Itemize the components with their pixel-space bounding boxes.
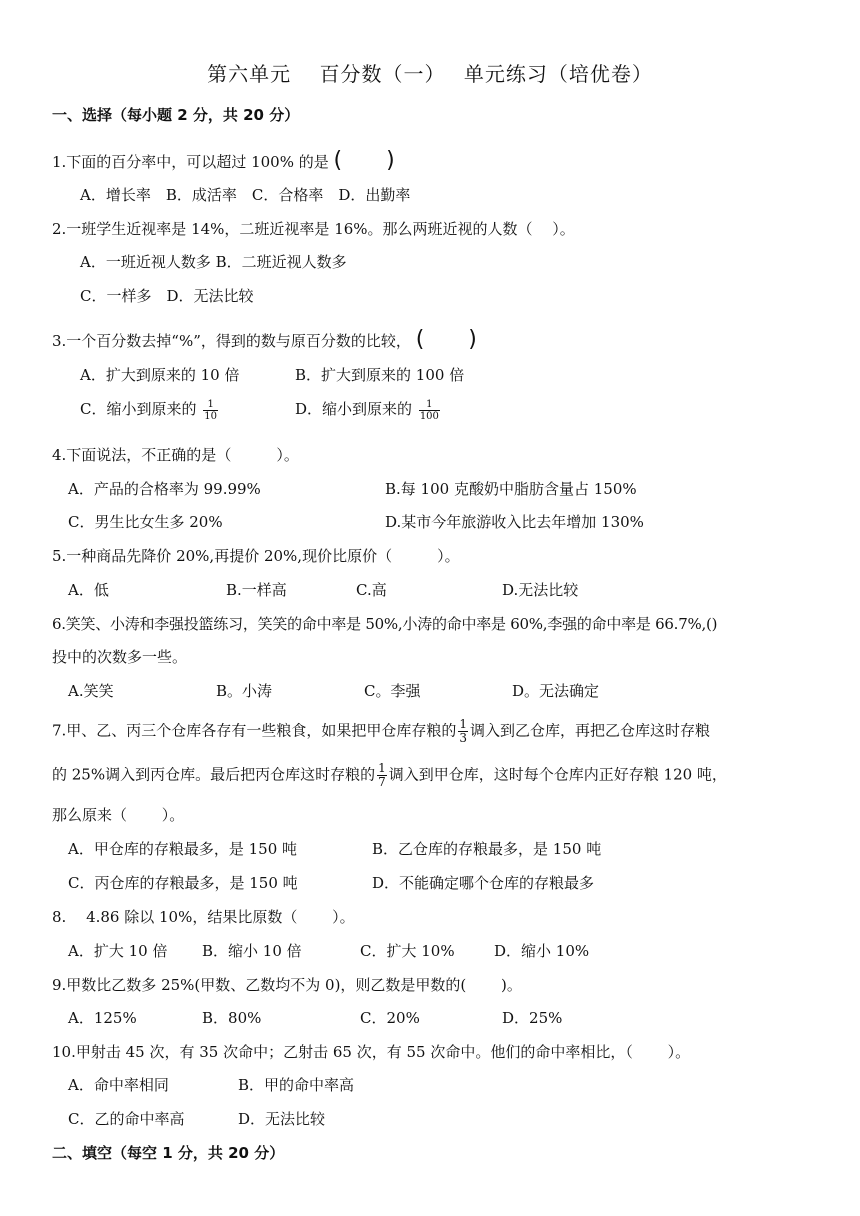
page-title: 第六单元 百分数（一） 单元练习（培优卷） <box>207 62 653 86</box>
question-3-option-c <box>80 398 220 422</box>
question-10-option-b: B．甲的命中率高 <box>238 1076 355 1094</box>
question-8-option-d: D．缩小 10% <box>494 942 590 960</box>
question-7-stem-line-1: 7.甲、乙、丙三个仓库各存有一些粮食，如果把甲仓库存粮的 $\frac{1}{3}$ 调入到乙仓库，再把乙仓库这时存粮 <box>52 717 710 745</box>
question-3-option-d-text: D．缩小到原来的 <box>295 400 413 418</box>
question-6-option-b: B。小涛 <box>216 682 273 700</box>
question-8-option-c: C．扩大 10% <box>360 942 455 960</box>
question-3-option-c-text: C．缩小到原来的 <box>80 400 197 418</box>
question-6-option-a: A.笑笑 <box>68 682 114 700</box>
fraction-one-tenth: $\frac{1}{10}$ <box>204 398 217 422</box>
question-4-stem: 4.下面说法，不正确的是（ ）。 <box>52 446 299 464</box>
question-7-option-b: B．乙仓库的存粮最多，是 150 吨 <box>372 840 602 858</box>
question-2-option-ab: A．一班近视人数多 B．二班近视人数多 <box>80 253 347 271</box>
question-8-stem: 8. 4.86 除以 10%，结果比原数（ ）。 <box>52 908 355 926</box>
question-5-option-d: D.无法比较 <box>502 581 579 599</box>
question-8-option-a: A．扩大 10 倍 <box>68 942 168 960</box>
question-9-option-b: B．80% <box>202 1009 262 1027</box>
question-10-stem: 10.甲射击 45 次，有 35 次命中；乙射击 65 次，有 55 次命中。他们的命中率相比，（ ）。 <box>52 1043 691 1061</box>
question-4-option-a: A．产品的合格率为 99.99% <box>68 480 261 498</box>
question-5-option-c: C.高 <box>356 581 387 599</box>
question-3-option-a: A．扩大到原来的 10 倍 <box>80 366 240 384</box>
question-6-stem-line-1: 6.笑笑、小涛和李强投篮练习，笑笑的命中率是 50%,小涛的命中率是 60%,李强的命中率是 66.7%,() <box>52 615 718 633</box>
question-6-option-c: C。李强 <box>364 682 421 700</box>
question-9-option-a: A．125% <box>68 1009 137 1027</box>
question-6-stem-line-2: 投中的次数多一些。 <box>52 648 188 666</box>
question-3 <box>52 322 477 353</box>
fraction-one-third: $\frac{1}{3}$ <box>459 717 467 745</box>
question-10-option-a: A．命中率相同 <box>68 1076 169 1094</box>
question-7-option-c: C．丙仓库的存粮最多，是 150 吨 <box>68 874 298 892</box>
question-7-stem-line-2: 的 25%调入到丙仓库。最后把丙仓库这时存粮的 $\frac{1}{7}$ 调入到甲仓库，这时每个仓库内正好存粮 120 吨， <box>52 761 727 789</box>
question-9-option-c: C．20% <box>360 1009 420 1027</box>
fraction-one-hundredth: $\frac{1}{100}$ <box>419 398 439 422</box>
question-1-options: A．增长率 B．成活率 C．合格率 D．出勤率 <box>80 186 411 204</box>
question-7-stem-line-3: 那么原来（ ）。 <box>52 806 185 824</box>
question-1-answer-paren: ( ) <box>333 148 395 173</box>
question-4-option-c: C．男生比女生多 20% <box>68 513 223 531</box>
question-5-option-a: A．低 <box>68 581 109 599</box>
question-3-answer-paren: ( ) <box>415 327 477 352</box>
question-4-option-d: D.某市今年旅游收入比去年增加 130% <box>385 513 644 531</box>
question-9-stem: 9.甲数比乙数多 25%(甲数、乙数均不为 0)，则乙数是甲数的( )。 <box>52 976 522 994</box>
question-3-option-b: B．扩大到原来的 100 倍 <box>295 366 465 384</box>
question-5-option-b: B.一样高 <box>226 581 287 599</box>
question-9-option-d: D．25% <box>502 1009 563 1027</box>
question-7-option-d: D．不能确定哪个仓库的存粮最多 <box>372 874 595 892</box>
question-7-option-a: A．甲仓库的存粮最多，是 150 吨 <box>68 840 298 858</box>
question-10-option-c: C．乙的命中率高 <box>68 1110 185 1128</box>
question-3-option-d <box>295 398 442 422</box>
question-10-option-d: D．无法比较 <box>238 1110 326 1128</box>
question-5-stem: 5.一种商品先降价 20%,再提价 20%,现价比原价（ ）。 <box>52 547 460 565</box>
question-1-stem: 1.下面的百分率中，可以超过 100% 的是 <box>52 153 329 171</box>
section-heading-choice: 一、选择（每小题 2 分，共 20 分） <box>52 106 300 124</box>
section-heading-fill-in: 二、填空（每空 1 分，共 20 分） <box>52 1144 285 1162</box>
question-4-option-b: B.每 100 克酸奶中脂肪含量占 150% <box>385 480 637 498</box>
fraction-one-seventh: $\frac{1}{7}$ <box>378 761 386 789</box>
question-6-option-d: D。无法确定 <box>512 682 600 700</box>
question-2-stem: 2.一班学生近视率是 14%，二班近视率是 16%。那么两班近视的人数（ ）。 <box>52 220 575 238</box>
question-2-option-cd: C．一样多 D．无法比较 <box>80 287 254 305</box>
question-3-stem: 3.一个百分数去掉“%”，得到的数与原百分数的比较， <box>52 332 411 350</box>
question-1 <box>52 143 395 174</box>
question-8-option-b: B．缩小 10 倍 <box>202 942 302 960</box>
